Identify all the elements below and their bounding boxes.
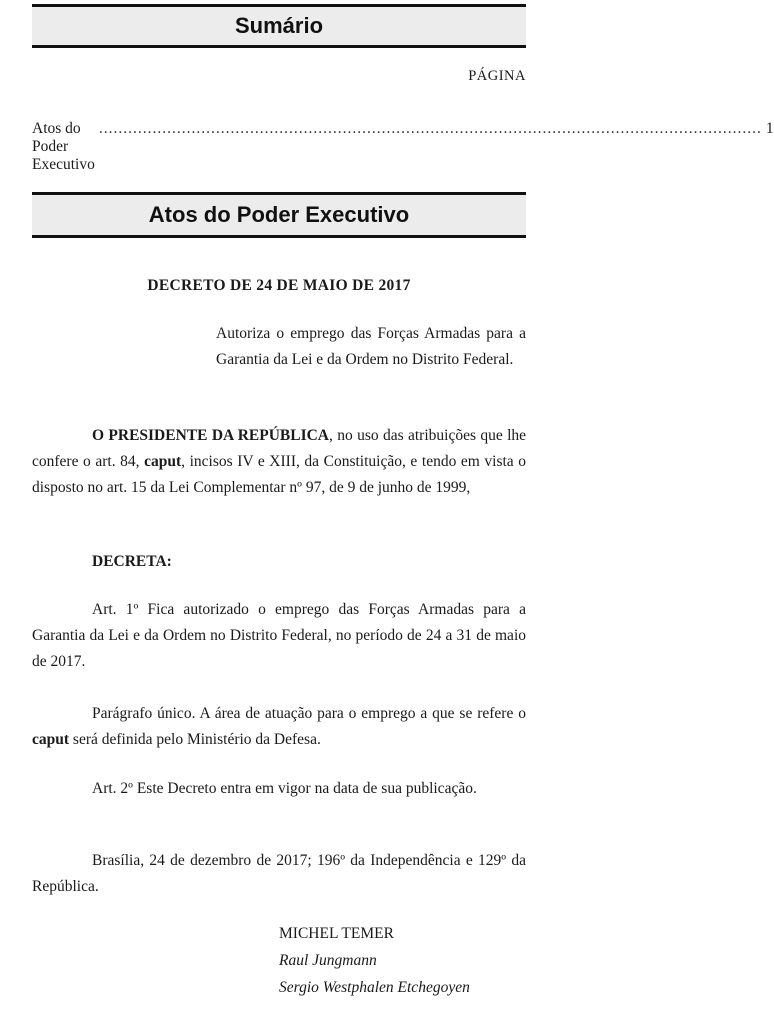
section-title: Atos do Poder Executivo xyxy=(148,202,410,227)
toc-entry-page: 1 xyxy=(765,120,774,137)
decree-article-1: Art. 1º Fica autorizado o emprego das Forças Armadas para a Garantia da Lei e da Ordem no Distrito Federal, no período de 24 a 31 de maio de 2017. xyxy=(32,601,526,670)
toc-leader-dots: ........................................................................................................................................ xyxy=(98,120,762,137)
toc-entry[interactable] xyxy=(32,120,774,174)
paragrafo-caput: caput xyxy=(32,731,70,748)
decree-title: DECRETO DE 24 DE MAIO DE 2017 xyxy=(147,277,411,294)
decree-paragrafo-unico xyxy=(32,701,526,753)
decree-ementa: Autoriza o emprego das Forças Armadas para a Garantia da Lei e da Ordem no Distrito Federal. xyxy=(216,325,526,368)
decree-decreta: DECRETA: xyxy=(92,553,172,570)
preamble-text-a: , no uso das atribuições que lhe confere o art. 84, xyxy=(32,427,527,470)
signature-president: MICHEL TEMER xyxy=(279,925,394,942)
signature-block xyxy=(279,920,470,1001)
summary-title: Sumário xyxy=(234,13,324,38)
decree-article-2: Art. 2º Este Decreto entra em vigor na data de sua publicação. xyxy=(92,780,477,797)
decree-closing: Brasília, 24 de dezembro de 2017; 196º da Independência e 129º da República. xyxy=(32,852,526,895)
section-title-bar xyxy=(32,192,526,238)
preamble-caput: caput xyxy=(144,453,182,470)
preamble-text-b: , incisos IV e XIII, da Constituição, e tendo em vista o disposto no art. 15 da Lei Complementar nº 97, de 9 de junho de 1999, xyxy=(32,453,526,496)
decree-preamble xyxy=(32,423,526,501)
preamble-president: O PRESIDENTE DA REPÚBLICA xyxy=(92,427,329,444)
signature-minister-2: Sergio Westphalen Etchegoyen xyxy=(279,979,470,996)
page-column-header: PÁGINA xyxy=(468,68,526,84)
signature-minister-1: Raul Jungmann xyxy=(279,952,377,969)
summary-title-bar xyxy=(32,4,526,48)
paragrafo-text-a: Parágrafo único. A área de atuação para o emprego a que se refere o xyxy=(92,705,526,722)
toc-entry-label: Atos do Poder Executivo xyxy=(32,120,95,173)
paragrafo-text-b: será definida pelo Ministério da Defesa. xyxy=(69,731,321,748)
